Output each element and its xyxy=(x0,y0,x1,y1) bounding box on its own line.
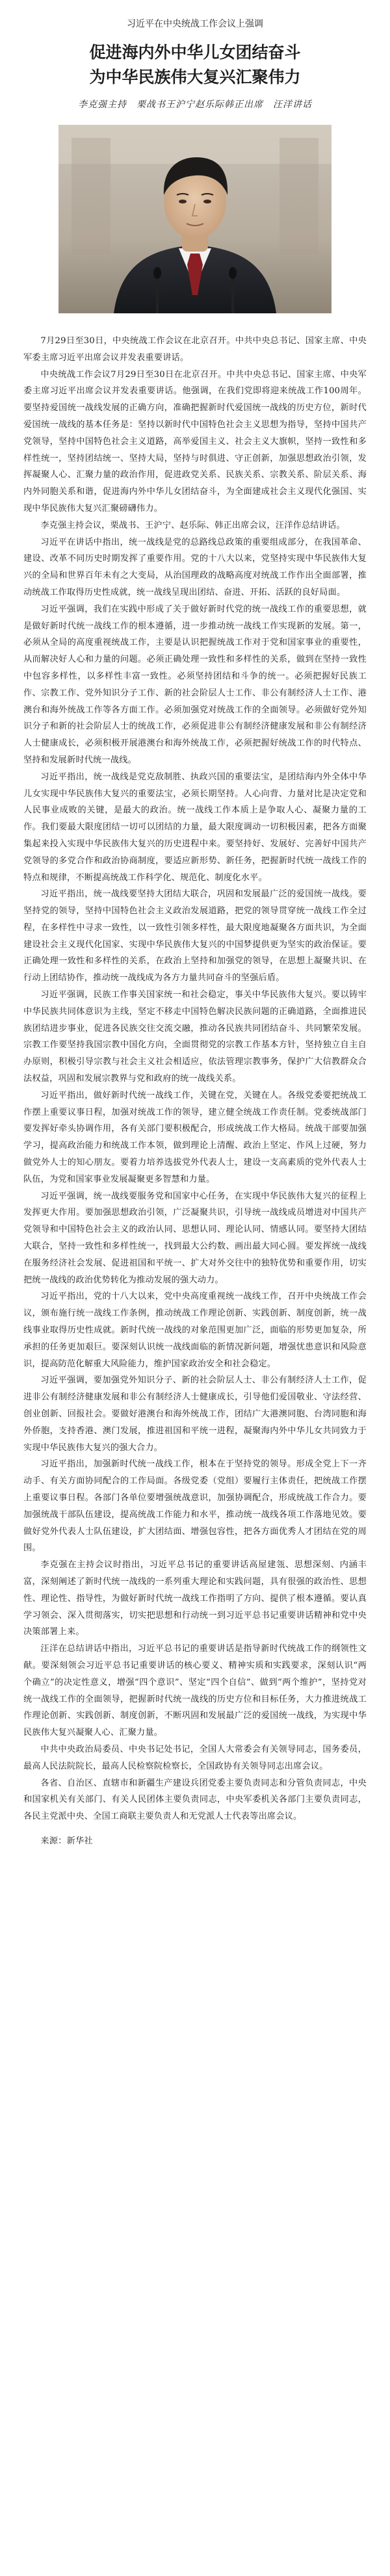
article-title-line: 为中华民族伟大复兴汇聚伟力 xyxy=(89,68,301,86)
article-paragraph: 李克强在主持会议时指出，习近平总书记的重要讲话高屋建瓴、思想深刻、内涵丰富，深刻阐述了新时代统一战线的一系列重大理论和实践问题，具有很强的政治性、思想性、理论性、指导性，为做好新时代统一战线工作指明了方向、提供了根本遵循。要认真学习领会、深入贯彻落实，切实把思想和行动统一到习近平总书记重要讲话精神和党中央决策部署上来。 xyxy=(23,1560,367,1637)
article-title xyxy=(23,40,367,90)
article-paragraph: 中央统战工作会议7月29日至30日在北京召开。中共中央总书记、国家主席、中央军委主席习近平出席会议并发表重要讲话。他强调，在我们党即将迎来统战工作100周年。要坚持爱国统一战线发展的正确方向，准确把握新时代爱国统一战线的历史方位，新时代爱国统一战线的基本任务是：坚持以新时代中国特色社会主义思想为指导，坚持中国共产党领导，坚持中国特色社会主义道路，高举爱国主义、社会主义大旗帜，坚持一致性和多样性统一，坚持团结统一、坚持大局，坚持与时俱进、守正创新，加强思想政治引领，发挥凝聚人心、汇聚力量的政治作用，促进政党关系、民族关系、宗教关系、阶层关系、海内外同胞关系和谐，促进海内外中华儿女团结奋斗，为全面建成社会主义现代化强国、实现中华民族伟大复兴汇聚磅礴伟力。 xyxy=(23,369,367,514)
article-deck: 李克强主持 栗战书王沪宁赵乐际韩正出席 汪洋讲话 xyxy=(78,99,312,110)
article-paragraph: 习近平指出，做好新时代统一战线工作，关键在党，关键在人。各级党委要把统战工作摆上重要议事日程，加强对统战工作的领导，建立健全统战工作责任制。党委统战部门要发挥好牵头协调作用，各有关部门要积极配合，形成统战工作大格局。统战干部要加强学习，提高政治能力和统战工作本领，做到理论上清醒、政治上坚定、作风上过硬，努力做党外人士的知心朋友。要着力培养选拔党外代表人士，建设一支高素质的党外代表人士队伍，为党和国家事业发展凝聚更多智慧和力量。 xyxy=(23,1090,367,1184)
article-paragraph: 汪洋在总结讲话中指出，习近平总书记的重要讲话是指导新时代统战工作的纲领性文献。要深刻领会习近平总书记重要讲话的核心要义、精神实质和实践要求，深刻认识“两个确立”的决定性意义，增强“四个意识”、坚定“四个自信”、做到“两个维护”，坚持党对统一战线工作的全面领导，把握新时代统一战线的历史方位和目标任务，大力推进统战工作理论创新、实践创新、制度创新，不断巩固和发展最广泛的爱国统一战线，为实现中华民族伟大复兴凝聚人心、汇聚力量。 xyxy=(23,1644,367,1738)
article-paragraph: 习近平强调，要加强党外知识分子、新的社会阶层人士、非公有制经济人士工作，促进非公有制经济健康发展和非公有制经济人士健康成长，引导他们爱国敬业、守法经营、创业创新、回报社会。要做好港澳台和海外统战工作，团结广大港澳同胞、台湾同胞和海外侨胞，支持香港、澳门发展，推进祖国和平统一进程，凝聚海内外中华儿女共同致力于实现中华民族伟大复兴的强大合力。 xyxy=(23,1375,367,1453)
article-paragraph: 中共中央政治局委员、中央书记处书记，全国人大常委会有关领导同志，国务委员，最高人民法院院长，最高人民检察院检察长，全国政协有关领导同志出席会议。 xyxy=(23,1744,367,1771)
news-photo xyxy=(58,125,332,313)
article-body xyxy=(23,333,367,1850)
article-paragraph: 习近平强调，民族工作事关国家统一和社会稳定，事关中华民族伟大复兴。要以铸牢中华民族共同体意识为主线，坚定不移走中国特色解决民族问题的正确道路，全面推进民族团结进步事业，促进各民族交往交流交融，推动各民族共同团结奋斗、共同繁荣发展。宗教工作要坚持我国宗教中国化方向，全面贯彻党的宗教工作基本方针，坚持独立自主自办原则，积极引导宗教与社会主义社会相适应，依法管理宗教事务，保护广大信教群众合法权益，巩固和发展宗教界与党和政府的统一战线关系。 xyxy=(23,990,367,1084)
article-paragraph: 习近平强调，我们在实践中形成了关于做好新时代党的统一战线工作的重要思想，就是做好新时代统一战线工作的根本遵循，进一步推动统一战线工作实现新的发展。第一，必须从全局的高度重视统战工作，主要是认识把握统战工作对于党和国家事业的重要性，从而解决好人心和力量的问题。必须正确处理一致性和多样性的关系，做到在坚持一致性中包容多样性，以多样性丰富一致性。必须坚持团结和斗争的统一。必须把握好民族工作、宗教工作、党外知识分子工作、新的社会阶层人士工作、非公有制经济人士工作、港澳台和海外统战工作等各方面工作。必须加强党对统战工作的全面领导。必须做好党外知识分子和新的社会阶层人士的统战工作，必须促进非公有制经济健康发展和非公有制经济人士健康成长，必须积极开展港澳台和海外统战工作，必须把握好统战工作的时代特点、坚持和发展新时代统一战线。 xyxy=(23,604,367,765)
article-paragraph: 习近平指出，加强新时代统一战线工作，根本在于坚持党的领导。形成全党上下一齐动手、有关方面协同配合的工作局面。各级党委（党组）要履行主体责任，把统战工作摆上重要议事日程。各部门各单位要增强统战意识，加强协调配合，形成统战工作合力。要加强统战干部队伍建设，提高统战工作能力和水平，推动统一战线各项工作落地见效。要做好党外代表人士队伍建设，扩大团结面、增强包容性，把各方面优秀人才团结在党的周围。 xyxy=(23,1459,367,1554)
article-kicker: 习近平在中央统战工作会议上强调 xyxy=(127,19,263,29)
article-paragraph: 各省、自治区、直辖市和新疆生产建设兵团党委主要负责同志和分管负责同志，中央和国家机关有关部门、有关人民团体主要负责同志，中央军委机关各部门主要负责同志，各民主党派中央、全国工商联主要负责人和无党派人士代表等出席会议。 xyxy=(23,1778,367,1822)
article-paragraph: 习近平在讲话中指出，统一战线是党的总路线总政策的重要组成部分，在我国革命、建设、改革不同历史时期发挥了重要作用。党的十八大以来，党坚持实现中华民族伟大复兴的全局和世界百年未有之大变局，从治国理政的战略高度对统战工作作出全面部署，推动统战工作取得历史性成就，统一战线呈现出团结、奋进、开拓、活跃的良好局面。 xyxy=(23,537,367,597)
article-paragraph: 李克强主持会议，栗战书、王沪宁、赵乐际、韩正出席会议，汪洋作总结讲话。 xyxy=(40,520,345,530)
article-paragraph: 习近平指出，统一战线要坚持大团结大联合，巩固和发展最广泛的爱国统一战线。要坚持党的领导，坚持中国特色社会主义政治发展道路，把党的领导贯穿统一战线工作全过程，在多样性中寻求一致性，以一致性引领多样性，最大限度地凝聚各方面共识，为全面建设社会主义现代化国家、实现中华民族伟大复兴的中国梦提供更为坚实的政治保证。要正确处理一致性和多样性的关系，在政治上坚持和加强党的领导，在思想上凝聚共识、在行动上团结协作，推动统一战线成为各方力量共同奋斗的坚强后盾。 xyxy=(23,889,367,983)
article-paragraph: 习近平强调，统一战线要服务党和国家中心任务，在实现中华民族伟大复兴的征程上发挥更大作用。要加强思想政治引领，广泛凝聚共识，引导统一战线成员增进对中国共产党领导和中国特色社会主义的政治认同、思想认同、理论认同、情感认同。要坚持大团结大联合，坚持一致性和多样性统一，找到最大公约数、画出最大同心圆。要发挥统一战线在服务经济社会发展、促进祖国和平统一、扩大对外交往中的独特优势和重要作用，切实把统一战线的政治优势转化为推动发展的强大动力。 xyxy=(23,1191,367,1285)
article-title-line: 促进海内外中华儿女团结奋斗 xyxy=(89,43,301,62)
article-source: 来源：新华社 xyxy=(40,1836,93,1846)
article-paragraph: 习近平指出，统一战线是党克敌制胜、执政兴国的重要法宝，是团结海内外全体中华儿女实现中华民族伟大复兴的重要法宝，必须长期坚持。人心向背、力量对比是决定党和人民事业成败的关键，是最大的政治。统一战线工作本质上是争取人心、凝聚力量的工作。我们要最大限度团结一切可以团结的力量，最大限度调动一切积极因素，把各方面聚集起来投入实现中华民族伟大复兴的历史进程中来。要坚持好、发展好、完善好中国共产党领导的多党合作和政治协商制度，要适应新形势、新任务，把握新时代统一战线工作的特点和规律，不断提高统战工作科学化、规范化、制度化水平。 xyxy=(23,772,367,883)
article-paragraph: 习近平指出，党的十八大以来，党中央高度重视统一战线工作，召开中央统战工作会议，颁布施行统一战线工作条例，推动统战工作理论创新、实践创新、制度创新，统一战线事业取得历史性成就。新时代统一战线的对象范围更加广泛，面临的形势更加复杂，所承担的任务更加艰巨。要深刻认识统一战线面临的新情况新问题，增强忧患意识和风险意识，提高防范化解重大风险能力，维护国家政治安全和社会稳定。 xyxy=(23,1292,367,1369)
article-paragraph: 7月29日至30日，中央统战工作会议在北京召开。中共中央总书记、国家主席、中央军委主席习近平出席会议并发表重要讲话。 xyxy=(23,336,367,363)
